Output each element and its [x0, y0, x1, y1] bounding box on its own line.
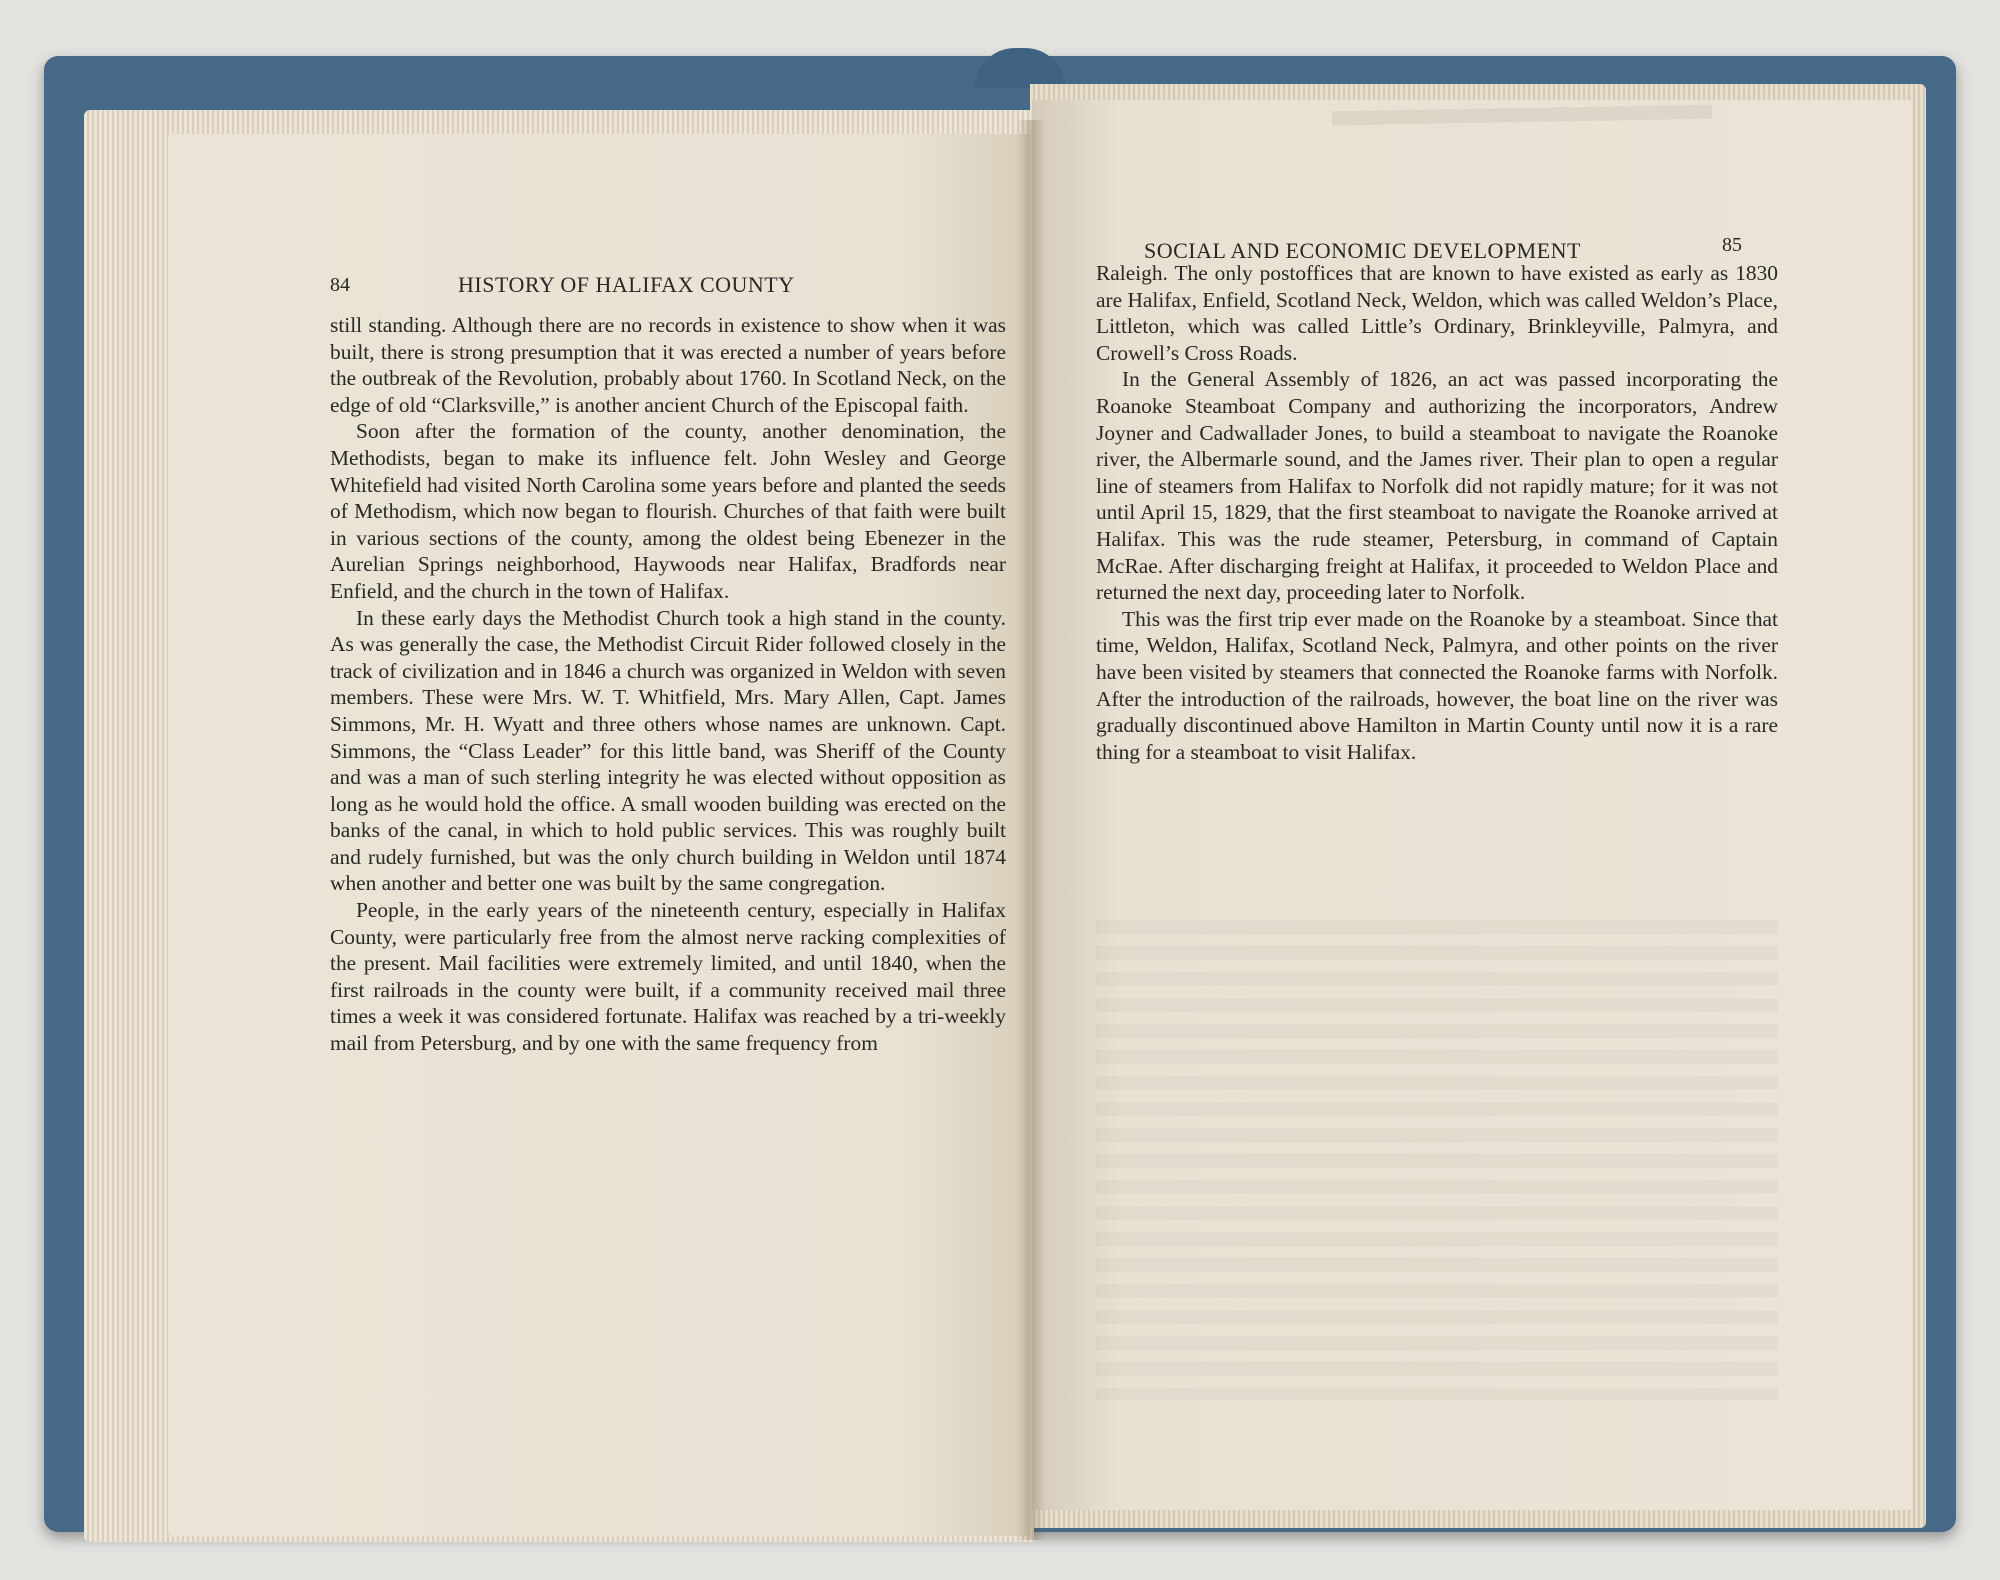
- book-gutter: [1016, 120, 1046, 1540]
- faint-stamp-mark: [1332, 105, 1712, 126]
- paragraph: Soon after the formation of the county, another denomination, the Methodists, began to make its influence felt. John Wesley and George Whitefield had visited North Carolina some years before and planted the seeds of Methodism, which now began to flourish. Churches of that faith were built in various sections of the county, among the oldest being Ebenezer in the Aurelian Springs neighborhood, Haywoods near Halifax, Bradfords near Enfield, and the church in the town of Halifax.: [330, 419, 1006, 603]
- running-head-left: HISTORY OF HALIFAX COUNTY: [458, 272, 795, 297]
- left-page: [168, 134, 1030, 1536]
- page-number-right: 85: [1722, 234, 1742, 256]
- right-page: [1032, 100, 1912, 1510]
- left-page-body: [330, 312, 1006, 1057]
- running-head-right: SOCIAL AND ECONOMIC DEVELOPMENT: [1144, 238, 1581, 263]
- right-page-body: [1096, 260, 1778, 765]
- paragraph: still standing. Although there are no records in existence to show when it was built, there is strong presumption that it was erected a number of years before the outbreak of the Revolution, probably about 1760. In Scotland Neck, on the edge of old “Clarksville,” is another ancient Church of the Episcopal faith.: [330, 313, 1006, 417]
- paragraph: Raleigh. The only postoffices that are known to have existed as early as 1830 are Halifax, Enfield, Scotland Neck, Weldon, which was called Weldon’s Place, Littleton, which was called Little’s Ordinary, Brinkleyville, Palmyra, and Crowell’s Cross Roads.: [1096, 261, 1778, 365]
- book-spine: [975, 48, 1065, 88]
- bleed-through-text: [1096, 920, 1778, 1400]
- paragraph: People, in the early years of the nineteenth century, especially in Halifax County, were particularly free from the almost nerve racking complexities of the present. Mail facilities were extremely limited, and until 1840, when the first railroads in the county were built, if a community received mail three times a week it was considered fortunate. Halifax was reached by a tri-weekly mail from Petersburg, and by one with the same frequency from: [330, 898, 1006, 1056]
- page-number-left: 84: [330, 274, 350, 296]
- paragraph: In these early days the Methodist Church took a high stand in the county. As was generally the case, the Methodist Circuit Rider followed closely in the track of civilization and in 1846 a church was organized in Weldon with seven members. These were Mrs. W. T. Whitfield, Mrs. Mary Allen, Capt. James Simmons, Mr. H. Wyatt and three others whose names are unknown. Capt. Simmons, the “Class Leader” for this little band, was Sheriff of the County and was a man of such sterling integrity he was elected without opposition as long as he would hold the office. A small wooden building was erected on the banks of the canal, in which to hold public services. This was roughly built and rudely furnished, but was the only church building in Weldon until 1874 when another and better one was built by the same congregation.: [330, 605, 1006, 896]
- paragraph: In the General Assembly of 1826, an act was passed incorporating the Roanoke Steamboat Company and authorizing the incorporators, Andrew Joyner and Cadwallader Jones, to build a steamboat to navigate the Roanoke river, the Albermarle sound, and the James river. Their plan to open a regular line of steamers from Halifax to Norfolk did not rapidly mature; for it was not until April 15, 1829, that the first steamboat to navigate the Roanoke arrived at Halifax. This was the rude steamer, Petersburg, in command of Captain McRae. After discharging freight at Halifax, it proceeded to Weldon Place and returned the next day, proceeding later to Norfolk.: [1096, 367, 1778, 605]
- paragraph: This was the first trip ever made on the Roanoke by a steamboat. Since that time, Weldon, Halifax, Scotland Neck, Palmyra, and other points on the river have been visited by steamers that connected the Roanoke farms with Norfolk. After the introduction of the railroads, however, the boat line on the river was gradually discontinued above Hamilton in Martin County until now it is a rare thing for a steamboat to visit Halifax.: [1096, 606, 1778, 764]
